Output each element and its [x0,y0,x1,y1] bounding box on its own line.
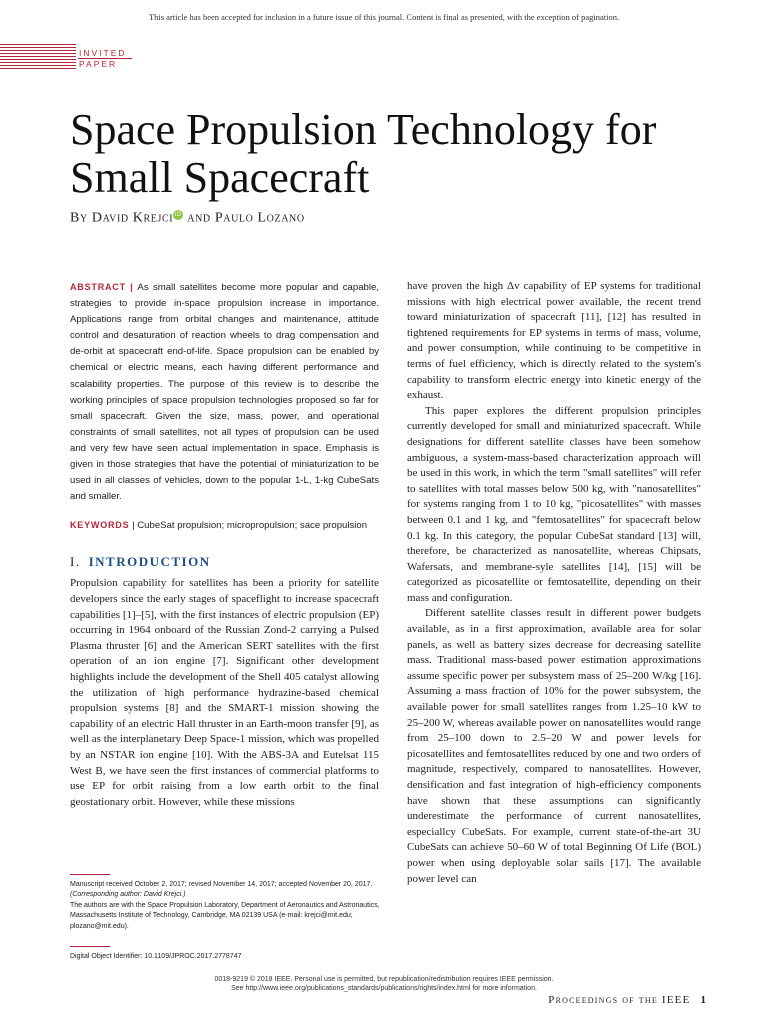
journal-name: Proceedings of the IEEE [548,994,691,1006]
badge-line-paper: PAPER [79,59,118,69]
section-heading-introduction [70,554,379,570]
byline-and: and [187,210,211,226]
footnote-rule [70,874,110,875]
byline-prefix: By [70,210,88,226]
abstract-separator: | [130,282,134,292]
author-affiliation: The authors are with the Space Propulsion Laboratory, Department of Aeronautics and Astronautics, Massachusetts Institute of Technology, Cambridge, MA 02139 USA (e-mail: krejci@mit.edu; plozano@mit.edu). [70,901,380,930]
author-krejci[interactable]: David Krejci [91,210,174,226]
intro-paragraph-1-continued: have proven the high Δv capability of EP systems for traditional missions with high electrical power available, the recent trend toward miniaturization of spacecraft [11], [12] has resulted in tightened requirements for EP systems in terms of mass, volume, and power consumption, while continuing to be competitive in terms of fuel efficiency, which is directly related to the system's capability to transform electric energy into kinetic energy of the exhaust. [407,280,701,402]
abstract [70,279,379,505]
doi-text[interactable]: Digital Object Identifier: 10.1109/JPROC.2017.2778747 [70,953,242,960]
right-column [407,279,701,887]
keywords-text: CubeSat propulsion; micropropulsion; sace propulsion [137,520,368,532]
badge-line-invited: INVITED [79,48,127,58]
copyright-line-1: 0018-9219 © 2018 IEEE. Personal use is permitted, but republication/redistribution requires IEEE permission. [214,976,554,983]
intro-paragraph-1: Propulsion capability for satellites has been a priority for satellite developers since the early stages of spaceflight to increase spacecraft capabilities [1]–[5], with the first instances of electric propulsion (EP) occurring in 1964 onboard of the Russian Zond-2 carrying a Pulsed Plasma thruster [6] and the American SERT satellites with the first operation of an ion engine [7]. Significant other development highlights include the development of the Shell 405 catalyst allowing the utilization of high performance hydrazine-based chemical propulsion systems [8] and the SMART-1 mission showing the capability of an electric Hall thruster in an Earth-moon transfer [9], as well as the interplanetary Deep Space-1 mission, which was propelled by an NSTAR ion engine [10]. With the ABS-3A and Eutelsat 115 West B, we have seen the first instances of commercial platforms to use EP for orbit raising from a low earth orbit to the final geostationary orbit. However, while these missions [70,577,379,808]
badge-rule [78,58,132,59]
keywords-label: KEYWORDS [70,520,130,531]
keywords [70,517,379,534]
section-title: INTRODUCTION [88,554,211,570]
intro-paragraph-2: This paper explores the different propulsion principles currently developed for small and miniaturized spacecraft. While designations for different satellite classes have been somehow ambiguous, a system-mass-based characterization approach will be used in this work, in which the term "small satellites" will refer to satellites with total masses below 500 kg, with "nanosatellites" for systems ranging from 1 to 10 kg, "picosatellites" with masses between 0.1 and 1 kg, and "femtosatellites" for spacecraft below 0.1 kg. In this category, the popular CubeSat standard [13] will, therefore, be characterized as nanosatellite, whereas Chipsats, Wafersats, and membrane-syle satellites [14], [15] will be categorized as picosatellite or femtosatellite, depending on their mass and configuration. [407,404,701,604]
keywords-separator: | [132,520,135,532]
orcid-icon[interactable]: iD [174,212,182,218]
page-number: 1 [700,994,706,1006]
copyright-notice [0,975,768,993]
copyright-line-2[interactable]: See http://www.ieee.org/publications_standards/publications/rights/index.html for more information. [231,985,537,992]
abstract-text: As small satellites become more popular and capable, strategies to provide in-space propulsion increase in importance. Applications range from orbital changes and maintenance, attitude control and desaturation of reaction wheels to drag compensation and de-orbit at spacecraft end-of-life. Space propulsion can be enabled by chemical or electric means, each having different performance and scalability properties. The purpose of this review is to describe the working principles of space propulsion technologies proposed so far for small spacecraft. Given the size, mass, power, and operational constraints of small satellites, not all types of propulsion can be used and very few have seen actual implementation in space. Emphasis is given in those strategies that have the potential of miniaturization to be used in all classes of vehicles, down to the popular 1-L, 1-kg CubeSats and smaller. [70,282,380,503]
received-dates: Manuscript received October 2, 2017; revised November 14, 2017; accepted November 20, 2017. [70,881,373,888]
author-lozano[interactable]: Paulo Lozano [214,210,305,226]
byline [70,210,305,227]
doi-rule [70,946,110,947]
article-title: Space Propulsion Technology for Small Spacecraft [70,105,657,202]
corresponding-author: (Corresponding author: David Krejci.) [70,891,186,899]
manuscript-footnote [70,880,382,932]
intro-paragraph-3: Different satellite classes result in different power budgets available, as in a first approximation, available area for solar panels, as well as battery sizes decrease for decreasing satellite mass. Traditional mass-based power estimation approximations assume specific power per subsystem mass of 25–200 W/kg [16]. Assuming a mass fraction of 10% for the power subsystem, the available power for small satellites ranges from 1.25–10 kW to 25–200 W, whereas available power on nanosatellites would range from 25–100 down to 2.5–20 W and power levels for picosatellites and femtosatellites reduced by one and two orders of magnitude, respectively, compared to nanosatellites. However, densification and fast integration of high-efficiency components have shown that these assumptions can significantly underestimate the performance of current nanosatellites, especiallcy CubeSats. For example, current state-of-the-art 3U CubeSats can achieve 50–60 W of total Beginning Of Life (BOL) power when using deployable solar sails [17]. The available power level can [407,607,701,885]
invited-paper-badge [79,48,127,70]
section-number: I. [70,554,81,570]
acceptance-note: This article has been accepted for inclusion in a future issue of this journal. Content is final as presented, with the exception of pagination. [148,12,620,22]
abstract-label: ABSTRACT [70,282,126,292]
doi-footnote [70,952,382,962]
left-column [70,279,379,810]
running-footer [548,994,706,1006]
